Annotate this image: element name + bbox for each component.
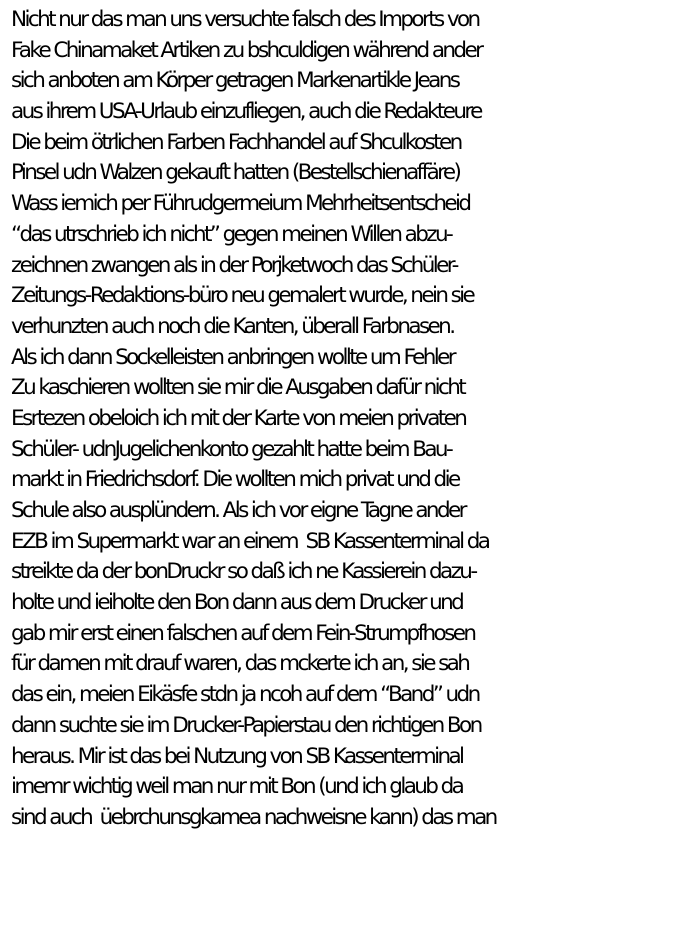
text-line-17: Schule also ausplündern. Als ich vor eigne Tagne ander (11, 498, 465, 523)
text-line-12: Als ich dann Sockelleisten anbringen wollte um Fehler (11, 344, 454, 370)
text-line-10: Zeitungs-Redaktions-büro neu gemalert wurde, nein sie (11, 283, 474, 309)
text-line-7: Wass iemich per Führudgermeium Mehrheitsentscheid (11, 191, 470, 217)
text-line-21: gab mir erst einen falschen auf dem Fein-Strumpfhosen (11, 620, 475, 646)
text-line-15: Schüler- udnJugelichenkonto gezahlt hatte beim Bau- (11, 436, 452, 462)
text-line-2: Fake Chinamaket Artiken zu bshculdigen während ander (11, 37, 482, 63)
text-line-6: Pinsel udn Walzen gekauft hatten (Bestellschienaffäre) (11, 160, 460, 186)
text-line-8: “das utrschrieb ich nicht” gegen meinen Willen abzu- (11, 221, 452, 247)
document-page (11, 5, 681, 834)
text-line-9: zeichnen zwangen als in der Porjketwoch das Schüler- (11, 252, 457, 278)
text-line-24: dann suchte sie im Drucker-Papierstau den richtigen Bon (11, 712, 481, 738)
text-line-22: für damen mit drauf waren, das mckerte ich an, sie sah (11, 651, 469, 677)
text-line-1: Nicht nur das man uns versuchte falsch des Imports von (11, 7, 479, 32)
text-line-14: Esrtezen obeloich ich mit der Karte von meien privaten (11, 405, 466, 431)
text-line-16: markt in Friedrichsdorf. Die wollten mich privat und die (11, 467, 459, 493)
text-line-20: holte und ieiholte den Bon dann aus dem Drucker und (11, 590, 463, 616)
text-line-23: das ein, meien Eikäsfe stdn ja ncoh auf dem “Band” udn (11, 682, 479, 708)
text-line-26: imemr wichtig weil man nur mit Bon (und ich glaub da (11, 774, 463, 800)
text-line-25: heraus. Mir ist das bei Nutzung von SB Kassenterminal (11, 743, 463, 769)
text-line-27: sind auch üebrchunsgkamea nachweisne kann) das man (11, 804, 496, 830)
text-line-11: verhunzten auch noch die Kanten, überall Farbnasen. (11, 313, 454, 339)
text-line-4: aus ihrem USA-Urlaub einzufliegen, auch die Redakteure (11, 99, 481, 125)
text-line-5: Die beim ötrlichen Farben Fachhandel auf Shculkosten (11, 129, 461, 155)
text-line-18: EZB im Supermarkt war an einem SB Kassenterminal da (11, 528, 489, 554)
text-line-13: Zu kaschieren wollten sie mir die Ausgaben dafür nicht (11, 375, 465, 401)
text-line-3: sich anboten am Körper getragen Markenartikle Jeans (11, 68, 459, 94)
text-line-19: streikte da der bonDruckr so daß ich ne Kassierein dazu- (11, 559, 476, 585)
